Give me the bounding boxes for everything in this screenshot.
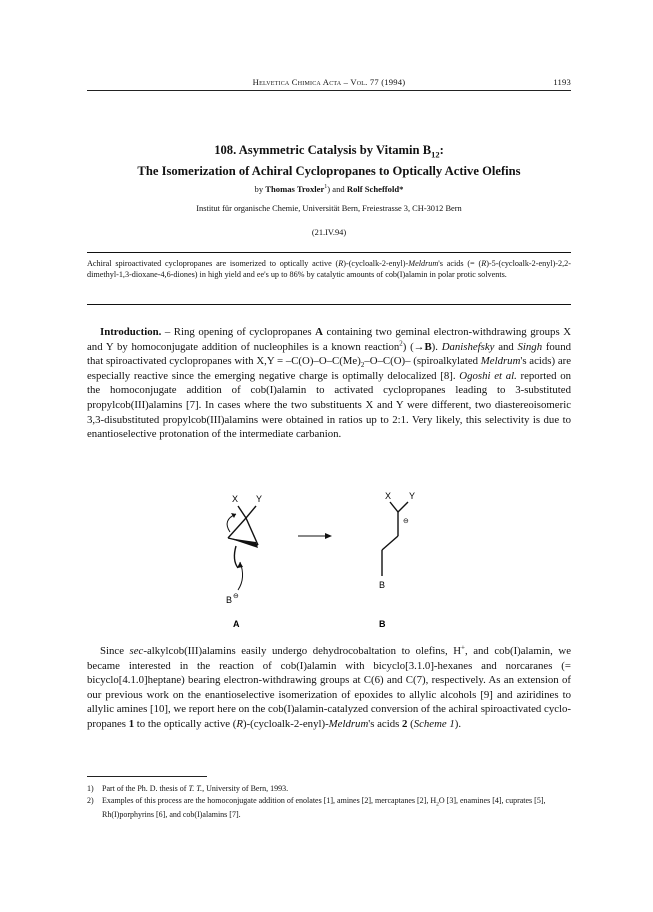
abstract-text: )-5-(cycloalk-2-enyl)-2,2-dimethyl-1,3-dioxane-4,6-diones) in high yield and ee's up to 86% by catalytic amounts of cob(I)alamin in polar protic solvents. xyxy=(87,259,571,279)
abstract-bottom-rule xyxy=(87,304,571,305)
author-name: Singh xyxy=(517,340,543,353)
footnote-text: Part of the Ph. D. thesis of xyxy=(102,784,189,793)
meldrum-name: Meldrum xyxy=(328,717,369,730)
author-1: Thomas Troxler xyxy=(265,184,325,194)
abstract-R: R xyxy=(338,259,344,268)
footnote-mark: 1) xyxy=(87,784,94,793)
footnote-mark: 2) xyxy=(87,795,94,805)
label-A: A xyxy=(233,619,240,629)
meldrum-name: Meldrum xyxy=(480,355,521,368)
electron-arrow-1 xyxy=(227,514,236,532)
author-1-footnote-mark: 1 xyxy=(324,184,328,191)
subscript: 2 xyxy=(360,361,365,370)
body-text: and xyxy=(494,340,518,353)
body-text: ). xyxy=(454,717,462,730)
abstract-text: 's acids (= ( xyxy=(438,259,482,268)
body-text: – Ring opening of cyclopropanes xyxy=(161,326,316,338)
paragraph-2 xyxy=(87,644,571,732)
article-number: 108. xyxy=(214,143,237,157)
abstract-text: Achiral spiroactivated cyclopropanes are isomerized to optically active ( xyxy=(87,259,339,268)
label-Y-right: Y xyxy=(409,491,416,501)
label-Y-left: Y xyxy=(256,494,263,504)
superscript: + xyxy=(461,643,465,652)
body-text: –O–C(O)– (spiroalkylated xyxy=(364,355,481,368)
body-text: to the optically active ( xyxy=(134,717,237,730)
body-text: 's acids) are especially reactive since the emerging negative charge is optimally delocalized [8]. xyxy=(87,355,571,382)
page-number: 1193 xyxy=(553,77,571,87)
subscript: 2 xyxy=(436,801,439,808)
body-text: , and cob(I)alamin, we became interested in the reaction of cob(I)alamin with bicyclo[3.1.0]-hexanes and norcaranes (= bicyclo[4.1.0]heptane) bearing electron-withdrawing groups at C(6) and C(7), respectively. As an extension of our previous work on the enantioselective isomerization of epoxides to allylic alcohols [9] and aziridines to allylic amines [10], we report here on the cob(I)alamin-catalyzed conversion of the achiral spiroactivated cyclo-propanes xyxy=(87,645,571,730)
scheme-ref: Scheme 1 xyxy=(413,717,455,730)
arrow-head xyxy=(231,513,236,518)
affiliation: Institut für organische Chemie, Universität Bern, Freiestrasse 3, CH-3012 Bern xyxy=(196,204,462,213)
reaction-scheme xyxy=(180,490,480,630)
abstract-text: )-(cycloalk-2-enyl)- xyxy=(343,259,409,268)
author-2: Rolf Scheffold* xyxy=(346,184,404,194)
title-line-2: The Isomerization of Achiral Cyclopropanes to Optically Active Olefins xyxy=(137,163,521,178)
reaction-arrow-head xyxy=(325,533,332,539)
received-date: (21.IV.94) xyxy=(311,228,347,237)
body-text: containing two geminal electron-withdrawing groups X and Y by homoconjugate addition of nucleophiles is a known reaction xyxy=(87,326,571,353)
sec-prefix: sec xyxy=(129,645,144,657)
footnote-2 xyxy=(87,796,571,821)
by-word: by xyxy=(254,184,264,194)
title-colon: : xyxy=(439,143,444,157)
body-text: ). xyxy=(431,340,442,353)
body-text: ) (→ xyxy=(402,340,425,353)
body-text: )-(cycloalk-2-enyl)- xyxy=(242,717,329,730)
scheme-drawing xyxy=(180,490,480,630)
title-line-1: Asymmetric Catalysis by Vitamin B xyxy=(238,143,432,157)
nucleophile-charge: ⊖ xyxy=(233,593,239,600)
article-title xyxy=(87,142,571,179)
abstract-R: R xyxy=(481,259,487,268)
label-X-right: X xyxy=(385,491,392,501)
compound-A-ref: A xyxy=(315,326,323,338)
footnote-rule xyxy=(87,776,207,777)
introduction-paragraph xyxy=(87,325,571,442)
body-text: ( xyxy=(407,717,414,730)
abstract-meldrum: Meldrum xyxy=(408,259,439,268)
and-word: and xyxy=(332,184,345,194)
arrow-head xyxy=(237,562,243,568)
abstract-top-rule xyxy=(87,252,571,253)
header-rule xyxy=(87,90,571,91)
footnote-text: O [3], enamines [4], cuprates [5], Rh(I)porphyrins [6], and cob(I)alamins [7]. xyxy=(102,795,546,819)
title-subscript: 12 xyxy=(431,149,440,160)
label-B-substituent: B xyxy=(379,580,386,590)
footnotes xyxy=(87,784,571,821)
R-descriptor: R xyxy=(236,717,243,730)
label-B: B xyxy=(379,619,386,629)
carbanion-charge: ⊖ xyxy=(403,518,409,525)
author-name: Danishefsky xyxy=(441,340,495,353)
section-heading: Introduction. xyxy=(100,326,162,338)
body-text: 's acids xyxy=(368,717,402,730)
wedge-bond xyxy=(228,538,258,548)
compound-2-ref: 2 xyxy=(402,717,408,730)
author-line: by Thomas Troxler$^1$) and Rolf Scheffold* xyxy=(254,184,404,194)
compound-1-ref: 1 xyxy=(128,717,135,730)
compound-B-ref: B xyxy=(424,340,432,353)
product-B xyxy=(382,502,408,576)
footnote-2-mark: 2 xyxy=(399,339,403,347)
body-text: Since xyxy=(100,645,130,657)
label-X-left: X xyxy=(232,494,239,504)
body-text: found that spiroactivated cyclopropanes with X,Y = –C(O)–O–C(Me) xyxy=(87,340,572,368)
body-text: -alkylcob(III)alamins easily undergo dehydrocobaltation to olefins, H xyxy=(143,645,462,657)
nucleophile-B: B xyxy=(226,595,233,605)
journal-name: Helvetica Chimica Acta – Vol. 77 (1994) xyxy=(252,77,406,87)
body-text: reported on the homoconjugate addition of cob(I)alamin to activated cyclopropanes leading to 3-substituted propylcob(III)alamins [7]. In cases where the two substituents X and Y were different, two diastereoisomeric 3,3-disubstituted propylcob(III)alamins were obtained in ratios up to 2:1. Very likely, this selectivity is due to enantioselective protonation of the intermediate carbanion. xyxy=(87,369,572,441)
footnote-initials: T. T. xyxy=(188,784,203,793)
author-name: Ogoshi et al. xyxy=(459,369,517,382)
footnote-text: Examples of this process are the homoconjugate addition of enolates [1], amines [2], mercaptanes [2], H xyxy=(102,795,437,805)
footnote-text: , University of Bern, 1993. xyxy=(202,784,289,793)
footnote-1 xyxy=(87,784,571,795)
abstract xyxy=(87,259,571,280)
